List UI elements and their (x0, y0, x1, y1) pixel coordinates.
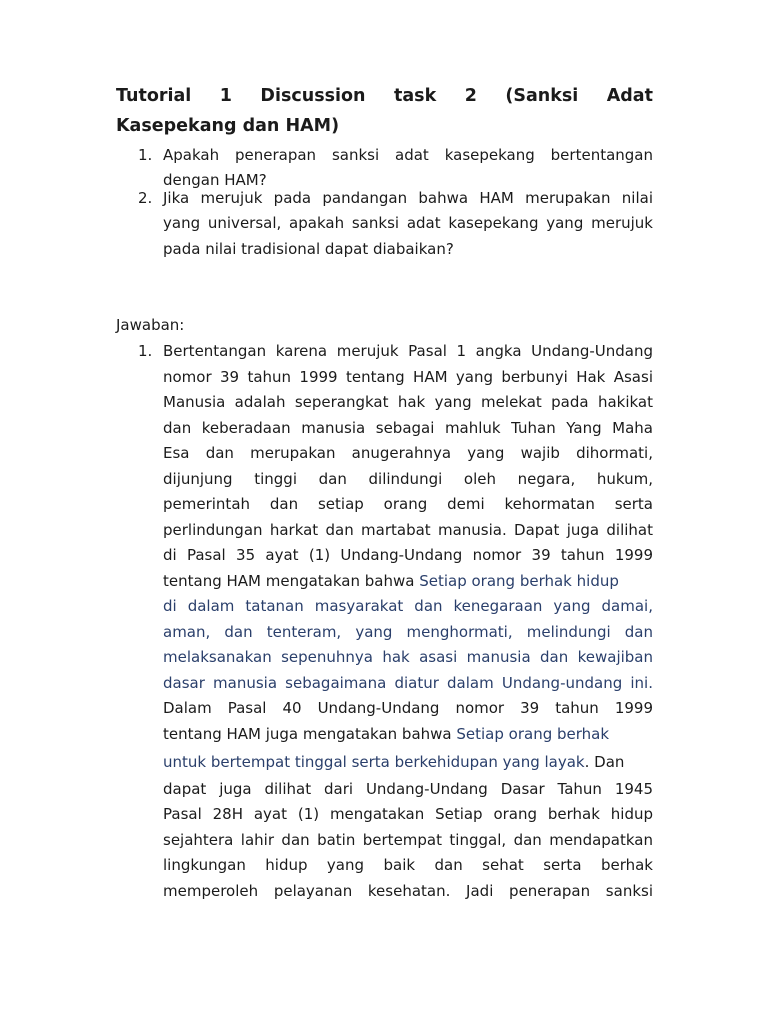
quote-line: melaksanakan sepenuhnya hak asasi manusia dan kewajiban (163, 648, 653, 666)
answer-line: memperoleh pelayanan kesehatan. Jadi penerapan sanksi (163, 882, 653, 900)
answer-line-mixed (163, 572, 653, 590)
answer-line: dapat juga dilihat dari Undang-Undang Dasar Tahun 1945 (163, 780, 653, 798)
quote-text: Setiap orang berhak hidup (419, 572, 619, 590)
answer-line: Pasal 28H ayat (1) mengatakan Setiap orang berhak hidup (163, 805, 653, 823)
answer-line: dijunjung tinggi dan dilindungi oleh negara, hukum, (163, 470, 653, 488)
quote-line: dasar manusia sebagaimana diatur dalam Undang-undang ini. (163, 674, 653, 692)
answer-line: sejahtera lahir dan batin bertempat tinggal, dan mendapatkan (163, 831, 653, 849)
quote-text: untuk bertempat tinggal serta berkehidupan yang layak (163, 753, 585, 771)
answer-line: Bertentangan karena merujuk Pasal 1 angka Undang-Undang (163, 342, 653, 360)
answer-line-mixed (163, 753, 653, 771)
answer-line: perlindungan harkat dan martabat manusia. Dapat juga dilihat (163, 521, 653, 539)
answer-line: lingkungan hidup yang baik dan sehat serta berhak (163, 856, 653, 874)
question-1-line-1: Apakah penerapan sanksi adat kasepekang bertentangan (163, 146, 653, 164)
question-2-line-3: pada nilai tradisional dapat diabaikan? (163, 240, 454, 258)
question-2-number: 2. (138, 189, 153, 207)
quote-line: aman, dan tenteram, yang menghormati, melindungi dan (163, 623, 653, 641)
quote-line: di dalam tatanan masyarakat dan kenegaraan yang damai, (163, 597, 653, 615)
answer-line: Esa dan merupakan anugerahnya yang wajib dihormati, (163, 444, 653, 462)
title-line-1: Tutorial 1 Discussion task 2 (Sanksi Adat (116, 86, 653, 106)
question-2-line-2: yang universal, apakah sanksi adat kasepekang yang merujuk (163, 214, 653, 232)
answer-line: dan keberadaan manusia sebagai mahluk Tuhan Yang Maha (163, 419, 653, 437)
answer-text: tentang HAM juga mengatakan bahwa (163, 725, 457, 743)
title-line-2: Kasepekang dan HAM) (116, 116, 340, 136)
answer-1-number: 1. (138, 342, 153, 360)
question-1-line-2: dengan HAM? (163, 171, 267, 189)
question-1-number: 1. (138, 146, 153, 164)
answer-line-mixed (163, 725, 653, 743)
answer-line: pemerintah dan setiap orang demi kehormatan serta (163, 495, 653, 513)
answer-line: di Pasal 35 ayat (1) Undang-Undang nomor 39 tahun 1999 (163, 546, 653, 564)
answer-text: . Dan (584, 753, 625, 771)
answer-line: nomor 39 tahun 1999 tentang HAM yang berbunyi Hak Asasi (163, 368, 653, 386)
answer-line: Dalam Pasal 40 Undang-Undang nomor 39 tahun 1999 (163, 699, 653, 717)
answer-text: tentang HAM mengatakan bahwa (163, 572, 420, 590)
question-2-line-1: Jika merujuk pada pandangan bahwa HAM merupakan nilai (163, 189, 653, 207)
answer-line: Manusia adalah seperangkat hak yang melekat pada hakikat (163, 393, 653, 411)
quote-text: Setiap orang berhak (456, 725, 610, 743)
answer-label: Jawaban: (116, 316, 185, 334)
